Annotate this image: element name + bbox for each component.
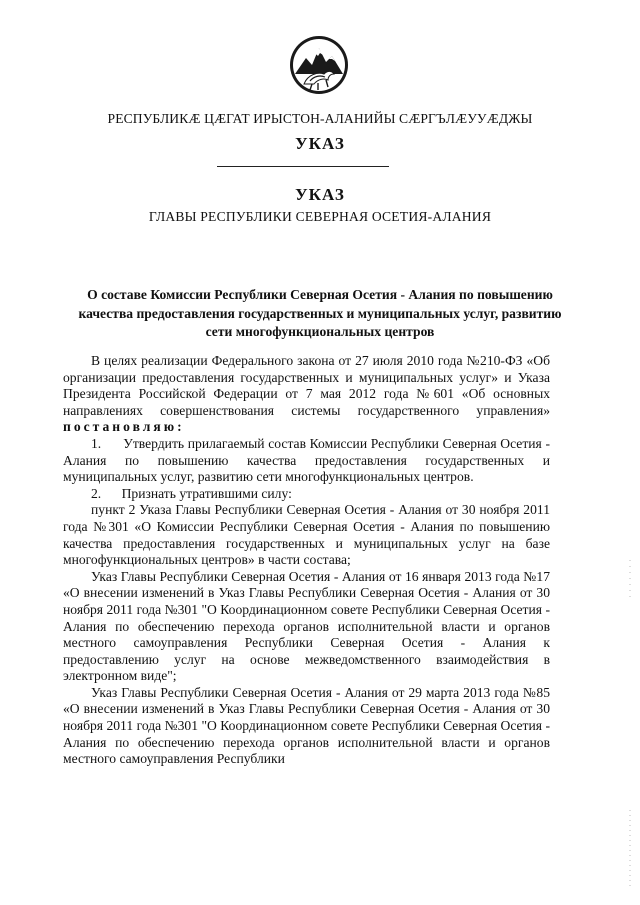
repealed-item-b: Указ Главы Республики Северная Осетия - Алания от 16 января 2013 года №17 «О внесении изменений в Указ Главы Республики Северная Осетия - Алания от 30 ноября 2011 года №301 "О Координационном совете Республики Северная Осетия - Алания по обеспечению перехода органов исполнительной власти и органов местного самоуправления Республики Северная Осетия - Алания к предоставлению услуг на основе межведомственного взаимодействия в электронном виде"; bbox=[63, 568, 550, 684]
decree-subject: О составе Комиссии Республики Северная Осетия - Алания по повышению качества предоставления государственных и муниципальных услуг, развитию сети многофункциональных центров bbox=[78, 287, 562, 339]
ukaz-title-russian: УКАЗ bbox=[295, 185, 345, 204]
ukaz-title-ossetian: УКАЗ bbox=[295, 134, 345, 153]
intro-text: В целях реализации Федерального закона от 27 июля 2010 года №210-ФЗ «Об организации предоставления государственных и муниципальных услуг» и Указа Президента Российской Федерации от 7 мая 2012 года №601 «Об основных направлениях совершенствования системы государственного управления» bbox=[63, 353, 550, 418]
item-2: 2. Признать утратившими силу: bbox=[91, 485, 292, 501]
repealed-item-a: пункт 2 Указа Главы Республики Северная Осетия - Алания от 30 ноября 2011 года №301 «О Комиссии Республики Северная Осетия - Алания по повышению качества предоставления государственных и муниципальных услуг на базе многофункциональных центров» в части состава; bbox=[63, 502, 550, 568]
header-divider bbox=[217, 166, 389, 167]
decree-body bbox=[63, 353, 550, 768]
republic-title-ossetian: РЕСПУБЛИКӔ ЦӔГАТ ИРЫСТОН-АЛАНИЙЫ СӔРГЪЛӔУУӔДЖЫ bbox=[107, 111, 533, 126]
intro-paragraph bbox=[63, 353, 550, 436]
repealed-item-c: Указ Главы Республики Северная Осетия - Алания от 29 марта 2013 года №85 «О внесении изменений в Указ Главы Республики Северная Осетия - Алания от 30 ноября 2011 года №301 "О Координационном совете Республики Северная Осетия - Алания по обеспечению перехода органов исполнительной власти и органов местного самоуправления Республики bbox=[63, 684, 550, 767]
scan-margin-marks bbox=[628, 560, 632, 890]
head-of-republic-title: ГЛАВЫ РЕСПУБЛИКИ СЕВЕРНАЯ ОСЕТИЯ-АЛАНИЯ bbox=[148, 209, 492, 224]
coat-of-arms-icon bbox=[288, 34, 350, 96]
decree-word: постановляю: bbox=[63, 419, 185, 435]
item-1: 1. Утвердить прилагаемый состав Комиссии Республики Северная Осетия - Алания по повышению качества предоставления государственных и муниципальных услуг, развитию сети многофункциональных центров. bbox=[63, 435, 550, 485]
